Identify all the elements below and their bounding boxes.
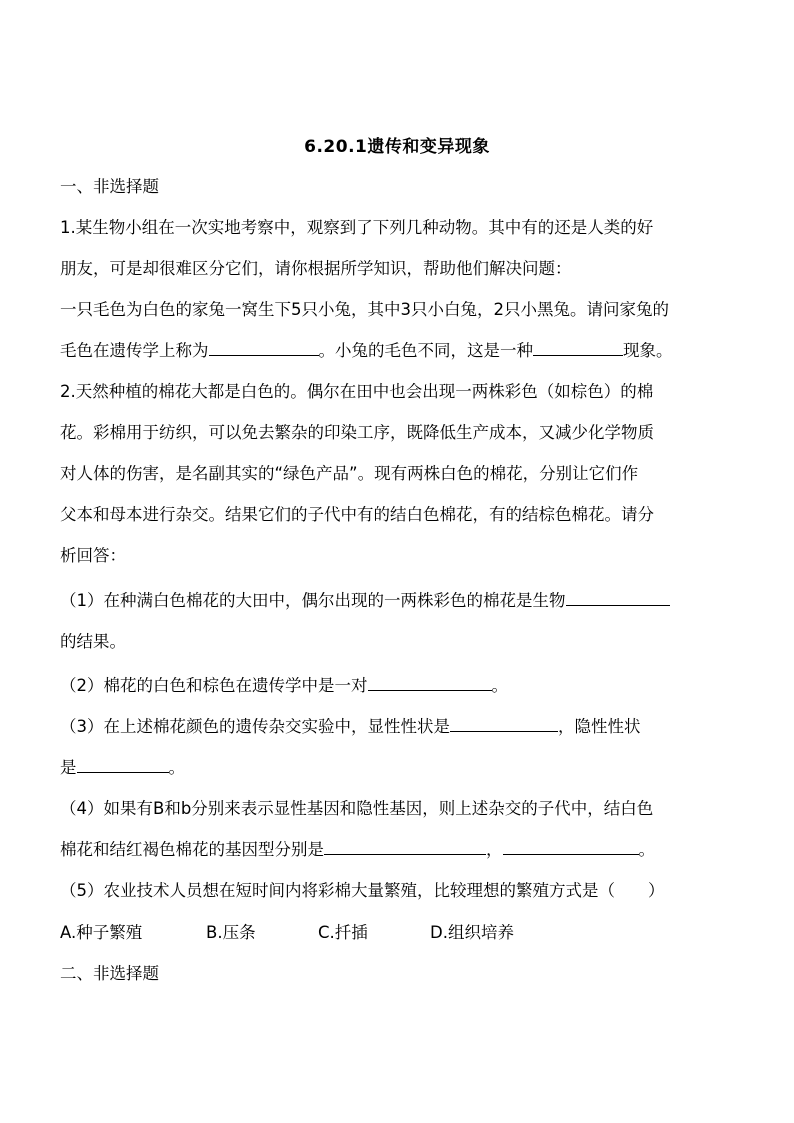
q2-sub4-end: 。 [638,840,655,859]
answer-blank-fur-color[interactable] [209,340,319,356]
option-d[interactable]: D.组织培养 [430,923,514,942]
q2-sub3-text: （3）在上述棉花颜色的遗传杂交实验中，显性性状是 [60,717,450,736]
answer-blank-dominant[interactable] [450,716,558,732]
answer-blank-genotype-white[interactable] [324,839,486,855]
q2-sub2 [60,675,508,697]
answer-blank-sub1[interactable] [566,590,670,606]
q2-sub3-lead: 是 [60,758,77,777]
q2-line-2: 花。彩棉用于纺织，可以免去繁杂的印染工序，既降低生产成本，又减少化学物质 [60,423,654,442]
answer-blank-genotype-brown[interactable] [503,839,639,855]
section-heading-1: 一、非选择题 [60,177,159,196]
options-row [60,922,514,944]
q2-sub4: （4）如果有B和b分别来表示显性基因和隐性基因，则上述杂交的子代中，结白色 [60,799,654,818]
option-b[interactable]: B.压条 [206,923,256,942]
document-title: 6.20.1遗传和变异现象 [304,137,490,157]
q2-sub3-mid: ，隐性性状 [558,717,641,736]
q2-sub2-text: （2）棉花的白色和棕色在遗传学中是一对 [60,676,368,695]
q2-sub1-cont: 的结果。 [60,632,126,651]
q2-sub3-cont [60,757,185,779]
q2-line-5: 析回答： [60,546,126,565]
q1-text-c: 现象。 [623,341,673,360]
q2-sub4-text: 棉花和结红褐色棉花的基因型分别是 [60,840,324,859]
q1-text-b: 。小兔的毛色不同，这是一种 [318,341,533,360]
q1-line-1: 1.某生物小组在一次实地考察中，观察到了下列几种动物。其中有的还是人类的好 [60,218,654,237]
q1-line-3: 一只毛色为白色的家兔一窝生下5只小兔，其中3只小白兔，2只小黑兔。请问家兔的 [60,300,669,319]
q2-sub3 [60,716,641,738]
answer-blank-sub2[interactable] [368,675,492,691]
q1-text-a: 毛色在遗传学上称为 [60,341,209,360]
q1-line-4 [60,340,673,362]
q2-sub5: （5）农业技术人员想在短时间内将彩棉大量繁殖，比较理想的繁殖方式是（ ） [60,881,665,900]
q2-sub3-end: 。 [168,758,185,777]
q2-sub1-text: （1）在种满白色棉花的大田中，偶尔出现的一两株彩色的棉花是生物 [60,591,566,610]
q2-sub4-comma: ， [486,840,503,859]
q2-line-4: 父本和母本进行杂交。结果它们的子代中有的结白色棉花，有的结棕色棉花。请分 [60,505,654,524]
section-heading-2: 二、非选择题 [60,964,159,983]
q2-sub1 [60,590,670,612]
answer-blank-recessive[interactable] [77,757,169,773]
option-c[interactable]: C.扦插 [318,923,368,942]
q1-line-2: 朋友，可是却很难区分它们，请你根据所学知识，帮助他们解决问题： [60,259,572,278]
option-a[interactable]: A.种子繁殖 [60,923,143,942]
answer-blank-phenomenon[interactable] [533,340,623,356]
q2-sub4-cont [60,839,655,861]
q2-line-3: 对人体的伤害，是名副其实的“绿色产品”。现有两株白色的棉花，分别让它们作 [60,464,639,483]
q2-sub2-end: 。 [491,676,508,695]
q2-line-1: 2.天然种植的棉花大都是白色的。偶尔在田中也会出现一两株彩色（如棕色）的棉 [60,382,654,401]
